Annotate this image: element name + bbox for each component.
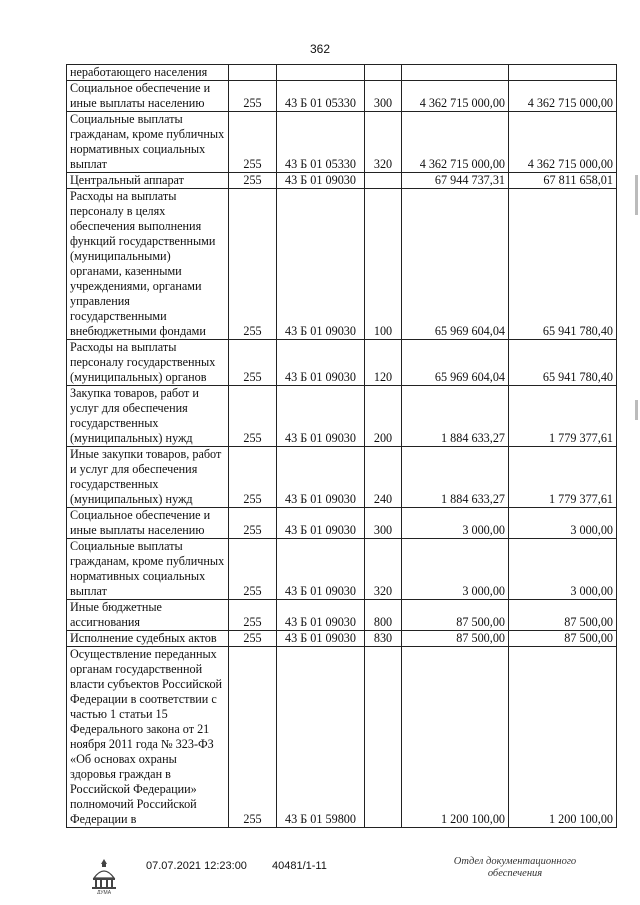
table-row xyxy=(67,81,617,112)
scan-edge-mark xyxy=(635,175,638,215)
cell-amount-1: 4 362 715 000,00 xyxy=(402,112,509,173)
cell-target-code: 43 Б 01 09030 xyxy=(277,340,365,386)
cell-section: 255 xyxy=(229,539,277,600)
cell-amount-2: 65 941 780,40 xyxy=(509,189,617,340)
cell-section: 255 xyxy=(229,81,277,112)
cell-target-code: 43 Б 01 05330 xyxy=(277,112,365,173)
cell-amount-2: 3 000,00 xyxy=(509,539,617,600)
cell-amount-1: 4 362 715 000,00 xyxy=(402,81,509,112)
cell-target-code: 43 Б 01 09030 xyxy=(277,539,365,600)
cell-expense-type: 120 xyxy=(365,340,402,386)
cell-amount-1: 1 200 100,00 xyxy=(402,647,509,828)
cell-expense-type: 320 xyxy=(365,539,402,600)
cell-amount-2: 1 779 377,61 xyxy=(509,447,617,508)
cell-section: 255 xyxy=(229,600,277,631)
cell-target-code: 43 Б 01 59800 xyxy=(277,647,365,828)
cell-section: 255 xyxy=(229,508,277,539)
duma-logo-icon xyxy=(88,856,120,894)
department-stamp xyxy=(440,856,590,880)
cell-amount-2: 4 362 715 000,00 xyxy=(509,81,617,112)
table-row xyxy=(67,386,617,447)
cell-expense-type: 320 xyxy=(365,112,402,173)
cell-amount-1: 1 884 633,27 xyxy=(402,386,509,447)
cell-expense-type: 300 xyxy=(365,508,402,539)
cell-amount-2: 87 500,00 xyxy=(509,631,617,647)
cell-name: Социальные выплаты гражданам, кроме публичных нормативных социальных выплат xyxy=(67,539,229,600)
cell-amount-2: 65 941 780,40 xyxy=(509,340,617,386)
page-number: 362 xyxy=(309,42,331,56)
cell-amount-1: 3 000,00 xyxy=(402,539,509,600)
department-line: Отдел документационного xyxy=(453,856,577,867)
cell-name: неработающего населения xyxy=(67,65,229,81)
cell-expense-type xyxy=(365,647,402,828)
cell-amount-2: 67 811 658,01 xyxy=(509,173,617,189)
table-row xyxy=(67,631,617,647)
cell-expense-type xyxy=(365,173,402,189)
budget-table-body xyxy=(67,65,617,828)
cell-target-code: 43 Б 01 09030 xyxy=(277,600,365,631)
cell-expense-type: 800 xyxy=(365,600,402,631)
cell-amount-2: 87 500,00 xyxy=(509,600,617,631)
cell-name: Социальное обеспечение и иные выплаты населению xyxy=(67,81,229,112)
svg-text:ДУМА: ДУМА xyxy=(96,890,112,894)
department-line: обеспечения xyxy=(487,868,543,879)
cell-target-code: 43 Б 01 09030 xyxy=(277,189,365,340)
cell-amount-1: 1 884 633,27 xyxy=(402,447,509,508)
cell-section: 255 xyxy=(229,173,277,189)
cell-amount-2: 3 000,00 xyxy=(509,508,617,539)
cell-target-code xyxy=(277,65,365,81)
scan-edge-mark xyxy=(635,400,638,420)
cell-name: Иные бюджетные ассигнования xyxy=(67,600,229,631)
cell-amount-1: 65 969 604,04 xyxy=(402,340,509,386)
cell-amount-1: 3 000,00 xyxy=(402,508,509,539)
cell-amount-1 xyxy=(402,65,509,81)
cell-name: Социальные выплаты гражданам, кроме публичных нормативных социальных выплат xyxy=(67,112,229,173)
cell-name: Исполнение судебных актов xyxy=(67,631,229,647)
cell-name: Закупка товаров, работ и услуг для обеспечения государственных (муниципальных) нужд xyxy=(67,386,229,447)
cell-expense-type: 300 xyxy=(365,81,402,112)
cell-name: Социальное обеспечение и иные выплаты населению xyxy=(67,508,229,539)
table-row xyxy=(67,647,617,828)
cell-target-code: 43 Б 01 09030 xyxy=(277,631,365,647)
cell-amount-2: 1 200 100,00 xyxy=(509,647,617,828)
cell-target-code: 43 Б 01 09030 xyxy=(277,508,365,539)
table-row xyxy=(67,189,617,340)
cell-expense-type: 200 xyxy=(365,386,402,447)
table-row xyxy=(67,447,617,508)
cell-target-code: 43 Б 01 09030 xyxy=(277,173,365,189)
cell-section: 255 xyxy=(229,189,277,340)
cell-name: Осуществление переданных органам государственной власти субъектов Российской Федерации в соответствии с частью 1 статьи 15 Федерального закона от 21 ноября 2011 года № 323-ФЗ «Об основах охраны здоровья граждан в Российской Федерации» полномочий Российской Федерации в xyxy=(67,647,229,828)
cell-section: 255 xyxy=(229,647,277,828)
cell-amount-1: 87 500,00 xyxy=(402,600,509,631)
cell-amount-2: 1 779 377,61 xyxy=(509,386,617,447)
table-row xyxy=(67,340,617,386)
table-row xyxy=(67,508,617,539)
table-row xyxy=(67,539,617,600)
cell-name: Расходы на выплаты персоналу в целях обеспечения выполнения функций государственными (муниципальными) органами, казенными учреждениями, органами управления государственными внебюджетными фондами xyxy=(67,189,229,340)
cell-name: Расходы на выплаты персоналу государственных (муниципальных) органов xyxy=(67,340,229,386)
cell-target-code: 43 Б 01 05330 xyxy=(277,81,365,112)
stamp-timestamp: 07.07.2021 12:23:00 xyxy=(146,860,247,872)
cell-amount-1: 67 944 737,31 xyxy=(402,173,509,189)
cell-name: Центральный аппарат xyxy=(67,173,229,189)
budget-table xyxy=(66,64,617,828)
cell-target-code: 43 Б 01 09030 xyxy=(277,447,365,508)
cell-amount-1: 65 969 604,04 xyxy=(402,189,509,340)
page-footer xyxy=(0,856,640,896)
cell-name: Иные закупки товаров, работ и услуг для обеспечения государственных (муниципальных) нужд xyxy=(67,447,229,508)
table-row xyxy=(67,600,617,631)
cell-section: 255 xyxy=(229,447,277,508)
table-row xyxy=(67,173,617,189)
cell-expense-type: 240 xyxy=(365,447,402,508)
cell-amount-2 xyxy=(509,65,617,81)
cell-expense-type xyxy=(365,65,402,81)
cell-section: 255 xyxy=(229,340,277,386)
cell-section xyxy=(229,65,277,81)
stamp-document-code: 40481/1-11 xyxy=(272,860,327,872)
cell-target-code: 43 Б 01 09030 xyxy=(277,386,365,447)
cell-amount-2: 4 362 715 000,00 xyxy=(509,112,617,173)
cell-amount-1: 87 500,00 xyxy=(402,631,509,647)
cell-section: 255 xyxy=(229,631,277,647)
table-row xyxy=(67,112,617,173)
cell-expense-type: 830 xyxy=(365,631,402,647)
table-row xyxy=(67,65,617,81)
cell-section: 255 xyxy=(229,112,277,173)
cell-section: 255 xyxy=(229,386,277,447)
cell-expense-type: 100 xyxy=(365,189,402,340)
